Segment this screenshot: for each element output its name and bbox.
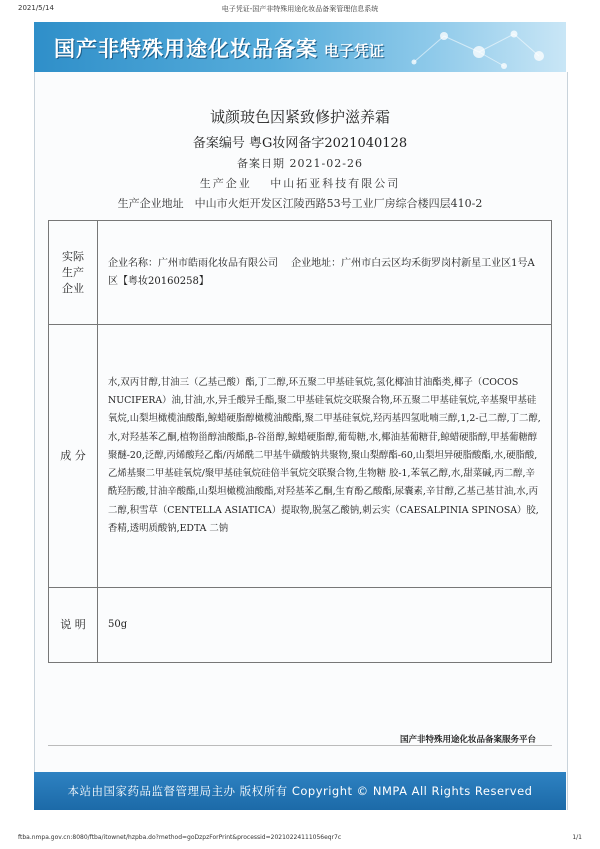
print-date: 2021/5/14 bbox=[18, 4, 54, 12]
table-row bbox=[49, 221, 552, 325]
enterprise-name: 生产企业 中山拓亚科技有限公司 bbox=[199, 177, 401, 190]
platform-name: 国产非特殊用途化妆品备案服务平台 bbox=[400, 735, 537, 745]
ingredients-label: 成 分 bbox=[49, 325, 98, 588]
record-date: 备案日期 2021-02-26 bbox=[237, 157, 363, 170]
label-line: 实际 bbox=[62, 249, 84, 263]
label-line: 企业 bbox=[62, 281, 84, 295]
browser-print-footer bbox=[0, 832, 600, 844]
footer-copyright: 本站由国家药品监督管理局主办 版权所有 Copyright © NMPA All Rights Reserved bbox=[34, 772, 566, 810]
banner-subtitle: 电子凭证 bbox=[324, 42, 385, 60]
certificate-table bbox=[48, 220, 552, 663]
table-row bbox=[49, 325, 552, 588]
record-number: 备案编号 粤G妆网备字2021040128 bbox=[192, 136, 408, 151]
description-label: 说 明 bbox=[49, 588, 98, 663]
header-banner bbox=[34, 22, 566, 72]
actual-producer-label bbox=[49, 221, 98, 325]
ingredients-value: 水,双丙甘醇,甘油三（乙基己酸）酯,丁二醇,环五聚二甲基硅氧烷,氢化椰油甘油酯类,椰子（COCOS NUCIFERA）油,甘油,水,异壬酸异壬酯,聚二甲基硅氧烷交联聚合物,环五聚二甲基硅氧烷,辛基聚甲基硅氧烷,山梨坦橄榄油酸酯,鲸蜡硬脂醇橄榄油酸酯,聚二甲基硅氧烷,羟丙基四氢吡喃三醇,1,2-己二醇,丁二醇,水,对羟基苯乙酮,植物甾醇油酸酯,β-谷甾醇,鲸蜡硬脂醇,葡萄糖,水,椰油基葡糖苷,鲸蜡硬脂醇,甲基葡糖醇聚醚-20,泛醇,丙烯酸羟乙酯/丙烯酰二甲基牛磺酸钠共聚物,聚山梨醇酯-60,山梨坦异硬脂酸酯,水,硬脂酸,乙烯基聚二甲基硅氧烷/聚甲基硅氧烷硅倍半氧烷交联聚合物,生物糖 胶-1,苯氧乙醇,水,甜菜碱,丙二醇,辛酰羟肟酸,甘油辛酸酯,山梨坦橄榄油酸酯,对羟基苯乙酮,生育酚乙酸酯,尿囊素,辛甘醇,乙基己基甘油,水,丙二醇,积雪草（CENTELLA ASIATICA）提取物,脱氢乙酸钠,刺云实（CAESALPINIA SPINOSA）胶,香精,透明质酸钠,EDTA 二钠 bbox=[98, 325, 552, 588]
divider bbox=[48, 745, 552, 746]
enterprise-address: 生产企业地址 中山市火炬开发区江陵西路53号工业厂房综合楼四层410-2 bbox=[117, 197, 483, 210]
product-name: 诚颜玻色因紧致修护滋养霜 bbox=[209, 108, 390, 126]
print-page-number: 1/1 bbox=[572, 834, 582, 841]
banner-title bbox=[54, 33, 384, 63]
table-row bbox=[49, 588, 552, 663]
actual-producer-value: 企业名称：广州市皓雨化妆品有限公司 企业地址：广州市白云区均禾街罗岗村新星工业区1号A区【粤妆20160258】 bbox=[98, 221, 552, 325]
browser-print-header bbox=[0, 0, 600, 16]
print-page-title: 电子凭证-国产非特殊用途化妆品备案管理信息系统 bbox=[221, 5, 379, 13]
description-value: 50g bbox=[98, 588, 552, 663]
print-url: ftba.nmpa.gov.cn:8080/ftba/itownet/hzpba.do?method=goDzpzForPrint&processid=20210224111056eqr7c bbox=[18, 834, 342, 841]
label-line: 生产 bbox=[62, 265, 84, 279]
banner-title-text: 国产非特殊用途化妆品备案 bbox=[54, 36, 318, 61]
